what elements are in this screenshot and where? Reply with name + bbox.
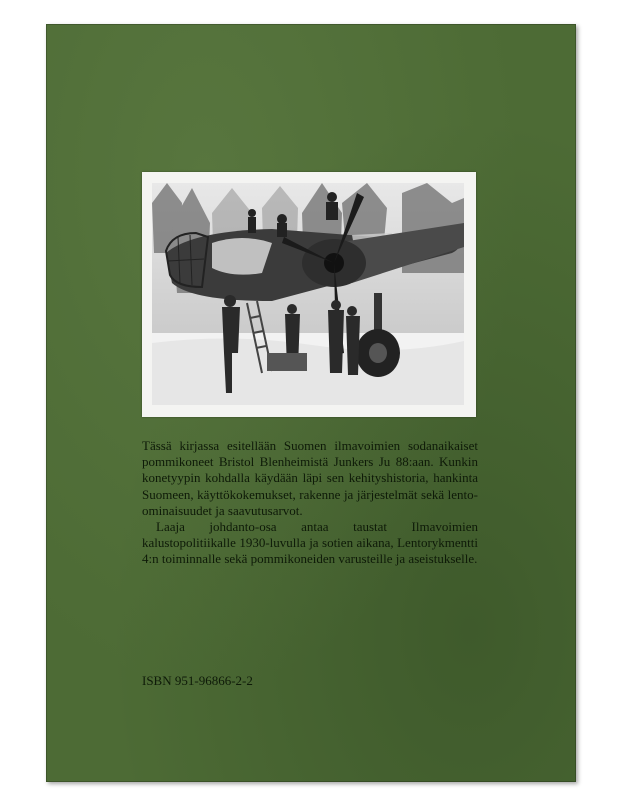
blurb-paragraph-1: Tässä kirjassa esitellään Suomen ilmavoimien sodanaikaiset pommikoneet Bristol Blenheimistä Junkers Ju 88:aan. Kunkin konetyypin kohdalla käydään läpi sen kehityshistoria, hankinta Suomeen, käyttökokemukset, rakenne ja järjestelmät sekä lento-ominaisuudet ja saavutusarvot.: [142, 438, 478, 518]
photo-frame: [142, 172, 476, 417]
blurb-text: [142, 438, 478, 568]
bomber-photo: [152, 183, 464, 405]
bomber-photo-image: [152, 183, 464, 405]
blurb-paragraph-2: Laaja johdanto-osa antaa taustat Ilmavoimien kalustopolitiikalle 1930-luvulla ja sotien aikana, Lentorykmentti 4:n toiminnalle sekä pommikoneiden varusteille ja aseistukselle.: [142, 519, 478, 567]
isbn-number: ISBN 951-96866-2-2: [142, 673, 253, 688]
book-back-cover: [46, 24, 576, 782]
